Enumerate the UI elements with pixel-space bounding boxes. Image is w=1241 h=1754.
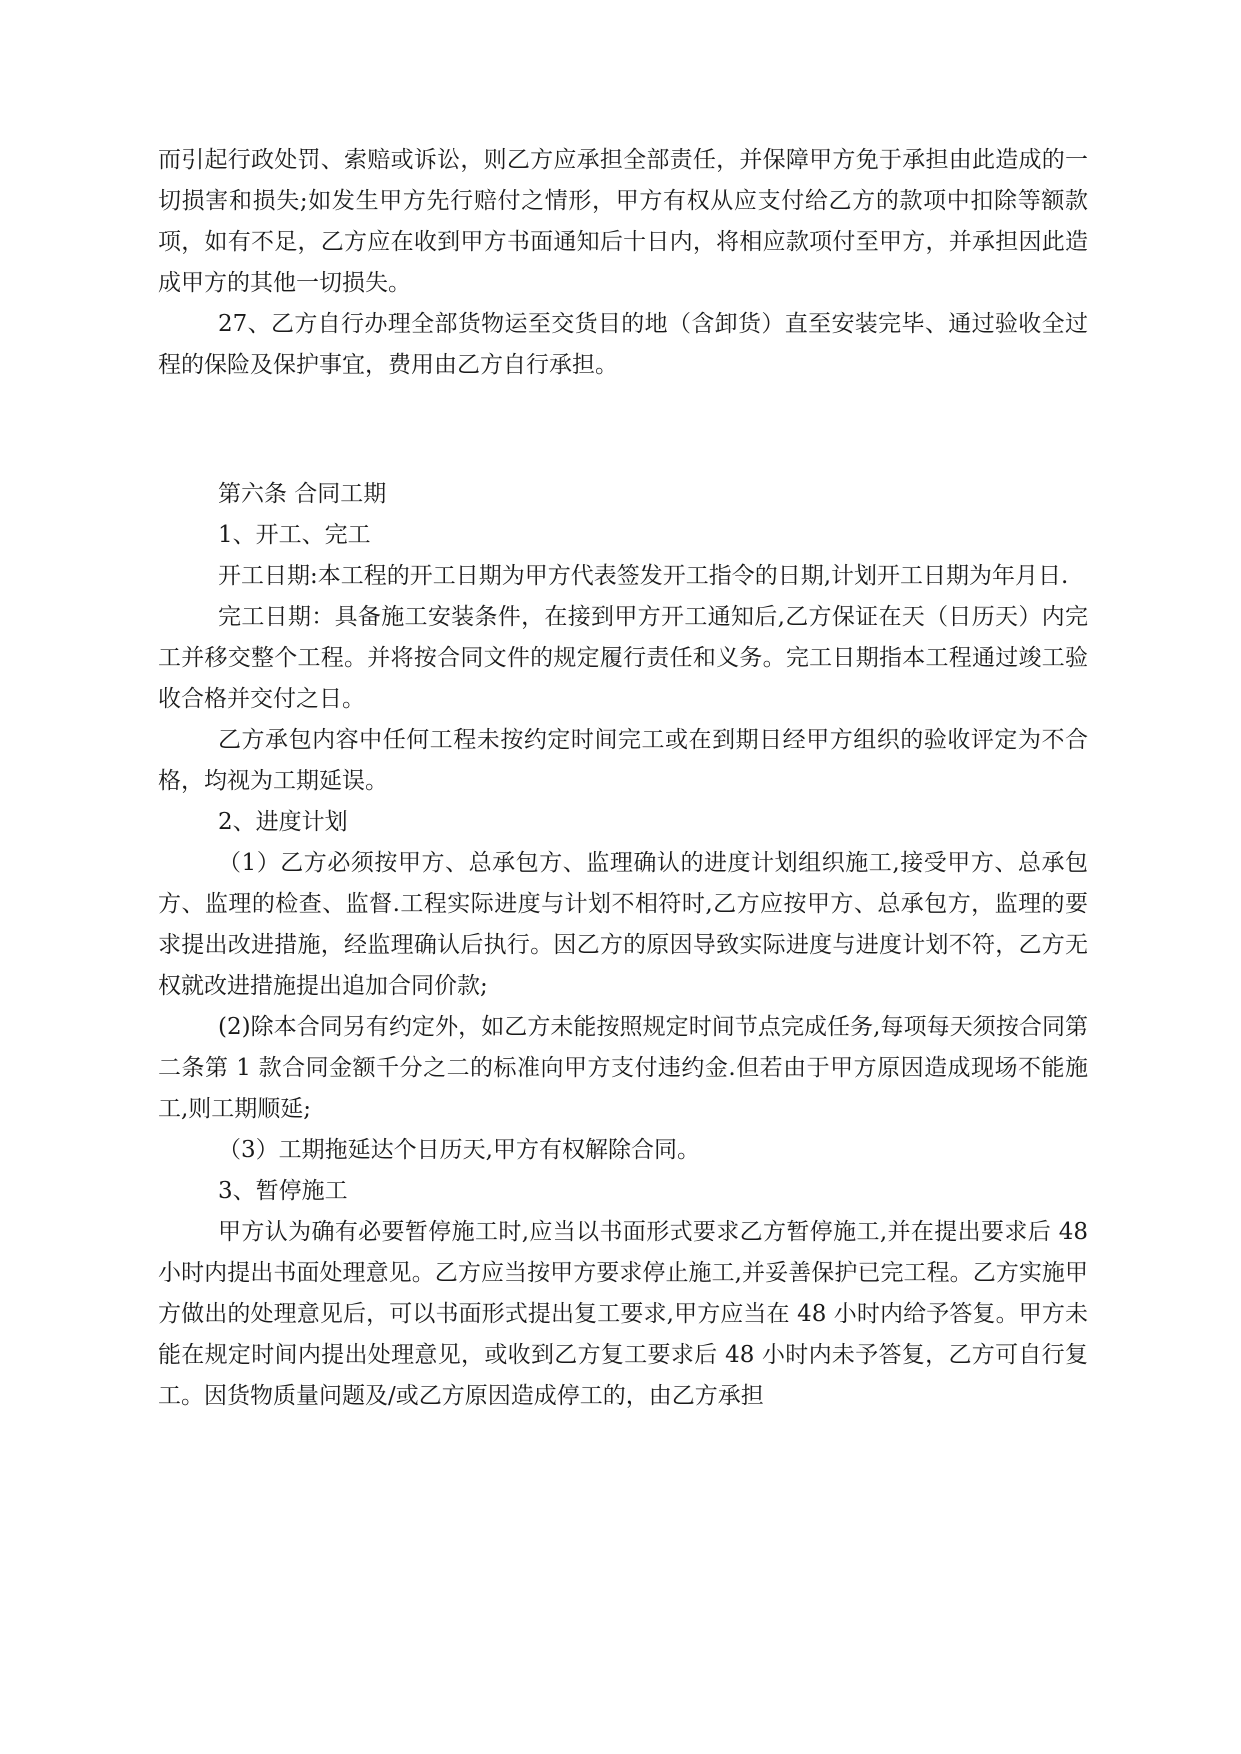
article-title: 第六条 合同工期 [218, 481, 387, 507]
completion-date-paragraph: 完工日期：具备施工安装条件，在接到甲方开工通知后,乙方保证在天（日历天）内完工并移交整个工程。并将按合同文件的规定履行责任和义务。完工日期指本工程通过竣工验收合格并交付之日。 [158, 604, 1088, 712]
section-2-title: 2、进度计划 [218, 809, 348, 835]
delay-paragraph: 乙方承包内容中任何工程未按约定时间完工或在到期日经甲方组织的验收评定为不合格，均视为工期延误。 [158, 727, 1088, 794]
start-date-paragraph: 开工日期:本工程的开工日期为甲方代表签发开工指令的日期,计划开工日期为年月日. [218, 563, 1069, 589]
suspension-paragraph: 甲方认为确有必要暂停施工时,应当以书面形式要求乙方暂停施工,并在提出要求后 48 小时内提出书面处理意见。乙方应当按甲方要求停止施工,并妥善保护已完工程。乙方实施甲方做出的处理意见后，可以书面形式提出复工要求,甲方应当在 48 小时内给予答复。甲方未能在规定时间内提出处理意见，或收到乙方复工要求后 48 小时内未予答复，乙方可自行复工。因货物质量问题及/或乙方原因造成停工的，由乙方承担 [158, 1219, 1088, 1409]
schedule-item-1: （1）乙方必须按甲方、总承包方、监理确认的进度计划组织施工,接受甲方、总承包方、监理的检查、监督.工程实际进度与计划不相符时,乙方应按甲方、总承包方，监理的要求提出改进措施，经监理确认后执行。因乙方的原因导致实际进度与进度计划不符，乙方无权就改进措施提出追加合同价款; [158, 850, 1088, 999]
clause-27: 27、乙方自行办理全部货物运至交货目的地（含卸货）直至安装完毕、通过验收全过程的保险及保护事宜，费用由乙方自行承担。 [158, 311, 1088, 378]
schedule-item-3: （3）工期拖延达个日历天,甲方有权解除合同。 [218, 1137, 700, 1163]
section-3-title: 3、暂停施工 [218, 1178, 348, 1204]
schedule-item-2: (2)除本合同另有约定外，如乙方未能按照规定时间节点完成任务,每项每天须按合同第二条第 1 款合同金额千分之二的标准向甲方支付违约金.但若由于甲方原因造成现场不能施工,则工期顺延; [158, 1014, 1088, 1122]
text-block-main [158, 474, 1088, 1417]
text-block-top [158, 140, 1088, 386]
continuation-paragraph: 而引起行政处罚、索赔或诉讼，则乙方应承担全部责任，并保障甲方免于承担由此造成的一切损害和损失;如发生甲方先行赔付之情形，甲方有权从应支付给乙方的款项中扣除等额款项，如有不足，乙方应在收到甲方书面通知后十日内，将相应款项付至甲方，并承担因此造成甲方的其他一切损失。 [158, 147, 1088, 296]
section-1-title: 1、开工、完工 [218, 522, 371, 548]
